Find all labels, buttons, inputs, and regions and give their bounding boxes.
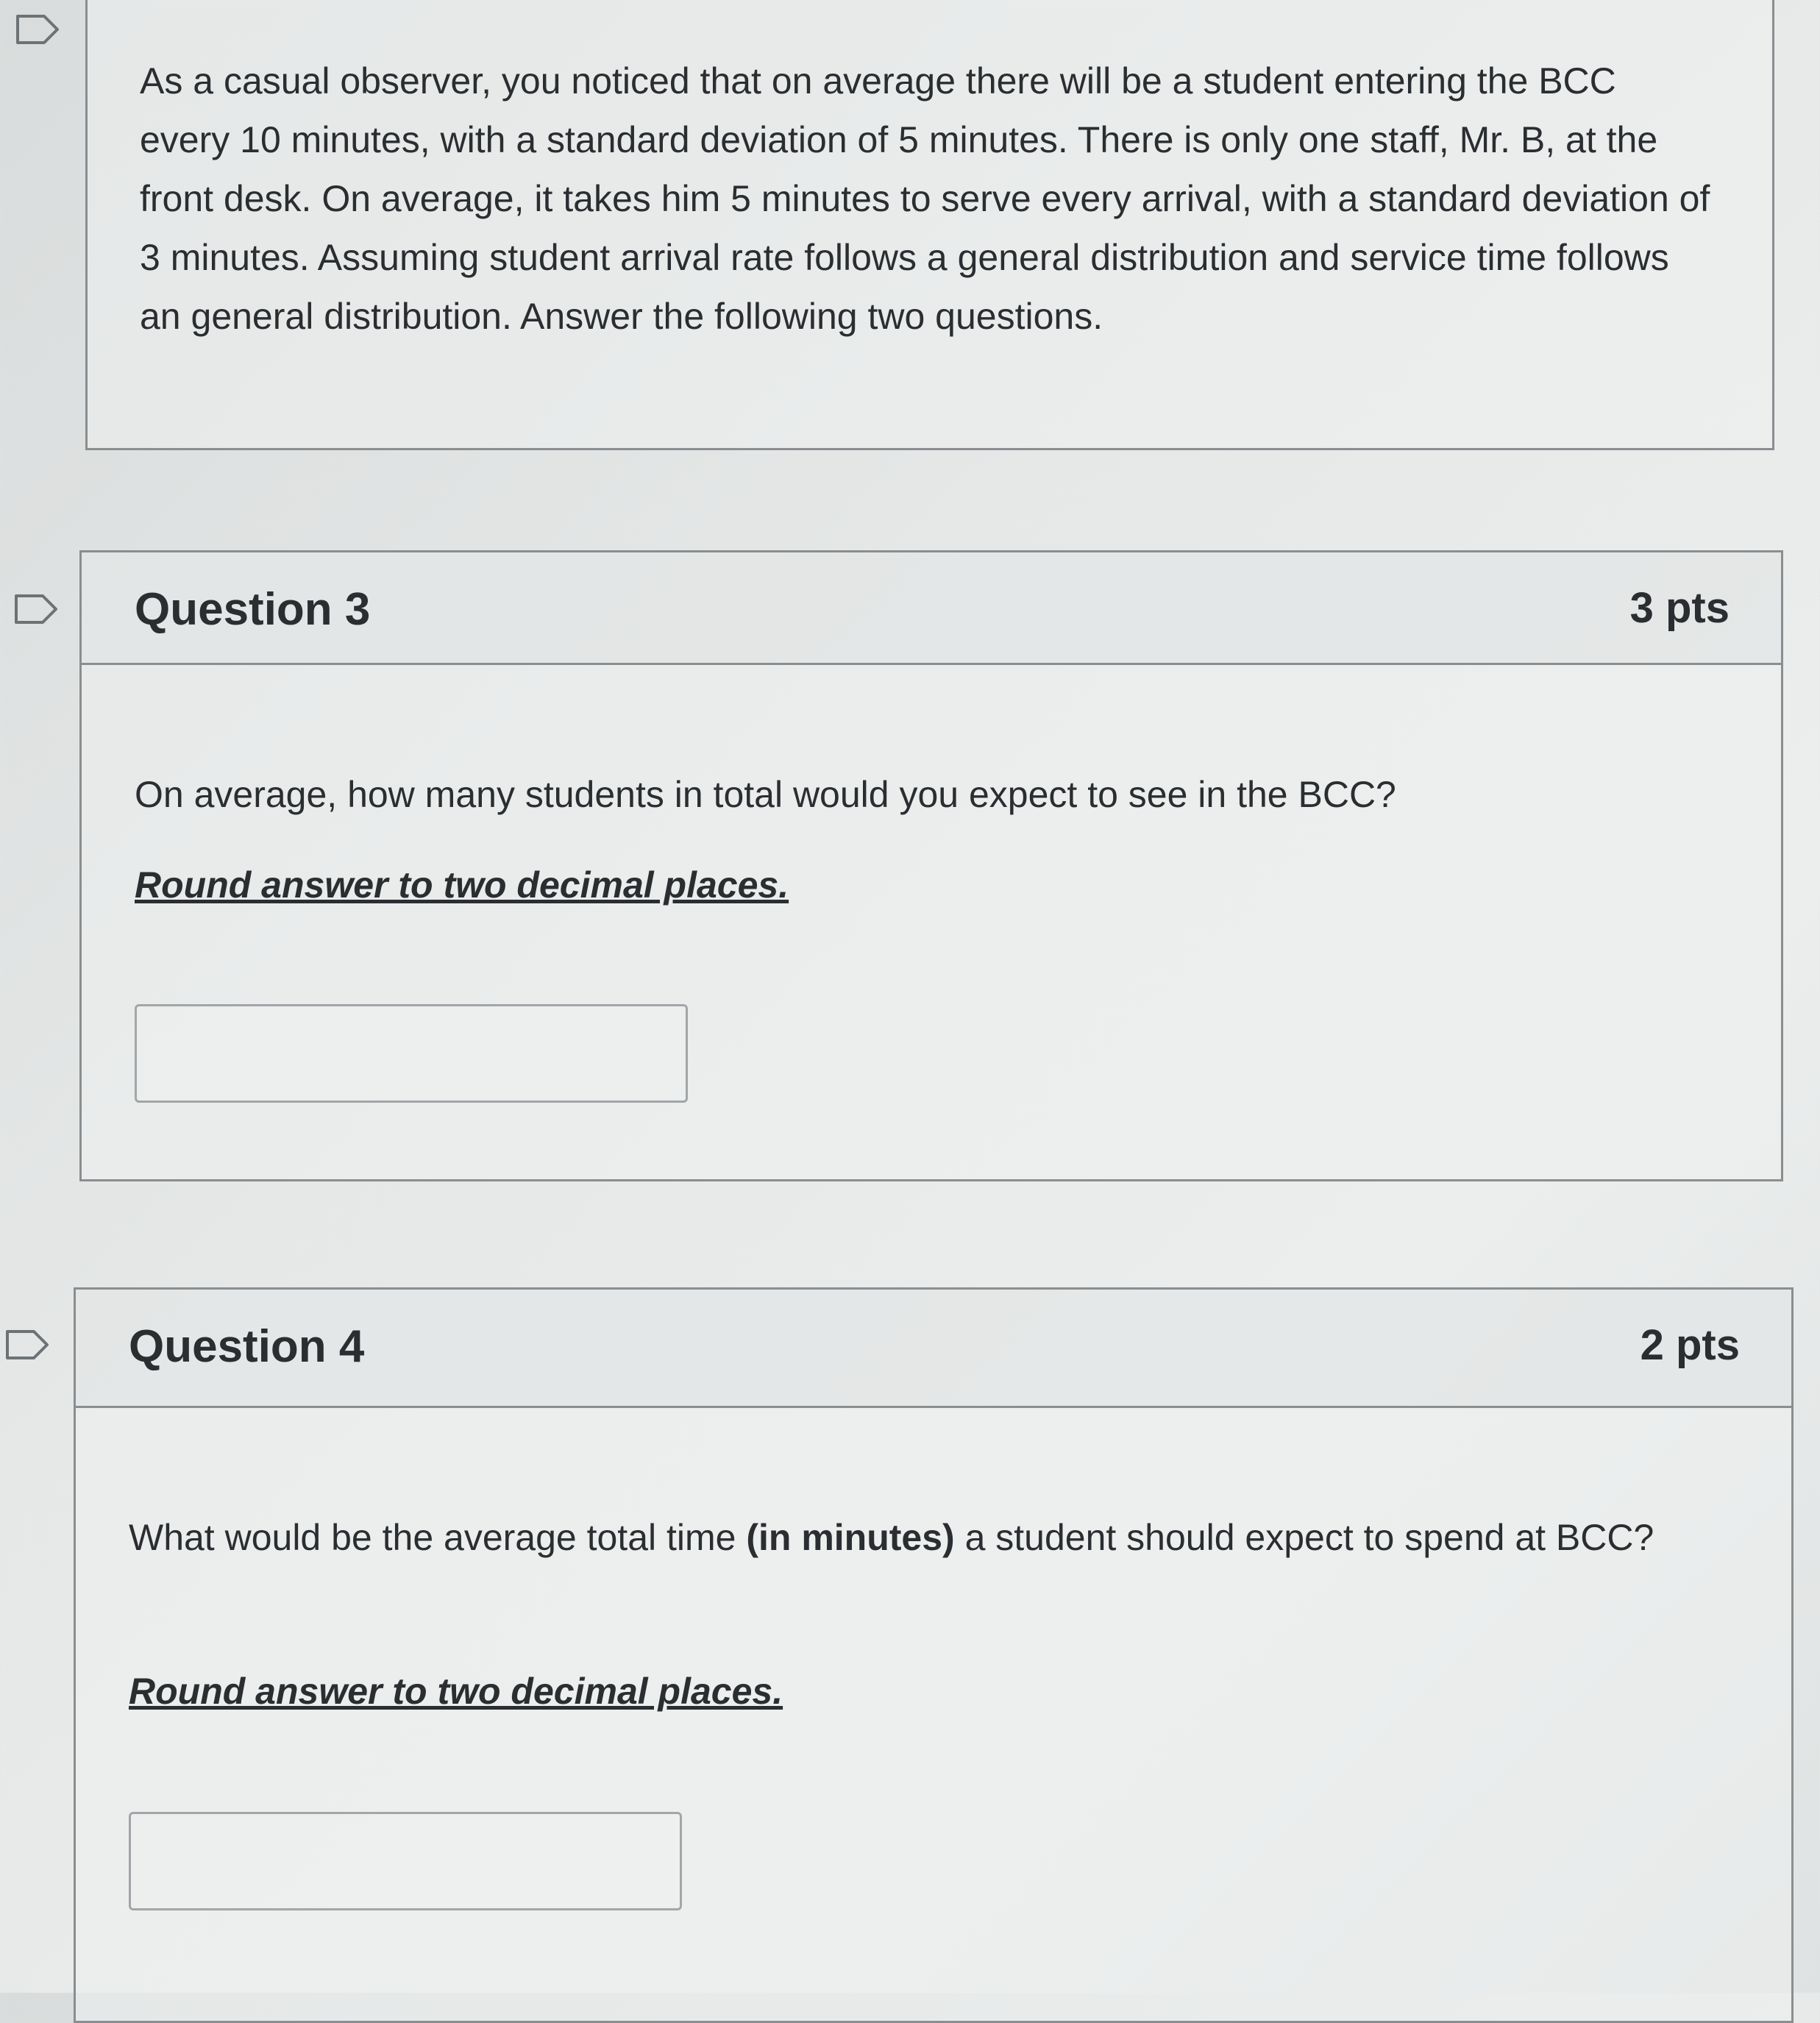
flag-icon[interactable] [13, 593, 59, 625]
answer-input[interactable] [135, 1004, 688, 1103]
question-card [74, 1287, 1794, 2023]
question-text: On average, how many students in total would you expect to see in the BCC? [135, 774, 1396, 815]
question-points: 2 pts [1640, 1321, 1740, 1369]
flag-icon[interactable] [15, 13, 60, 46]
question-header [82, 552, 1781, 665]
rounding-instruction: Round answer to two decimal places. [129, 1671, 783, 1712]
rounding-instruction: Round answer to two decimal places. [135, 864, 789, 906]
question-title: Question 3 [135, 584, 371, 635]
question-stem-text: As a casual observer, you noticed that on average there will be a student entering the BCC every 10 minutes, with a standard deviation of 5 minutes. There is only one staff, Mr. B, at the front desk. On average, it takes him 5 minutes to serve every arrival, with a standard deviation of 3 minutes. Assuming student arrival rate follows a general distribution and service time follows an general distribution. Answer the following two questions. [140, 60, 1710, 337]
question-points: 3 pts [1629, 584, 1730, 632]
question-card [79, 550, 1783, 1181]
question-title: Question 4 [129, 1321, 365, 1372]
question-text: What would be the average total time (in minutes) a student should expect to spend at BCC? [129, 1517, 1654, 1558]
answer-input[interactable] [129, 1812, 682, 1910]
question-header [76, 1290, 1791, 1408]
flag-icon[interactable] [4, 1329, 50, 1361]
